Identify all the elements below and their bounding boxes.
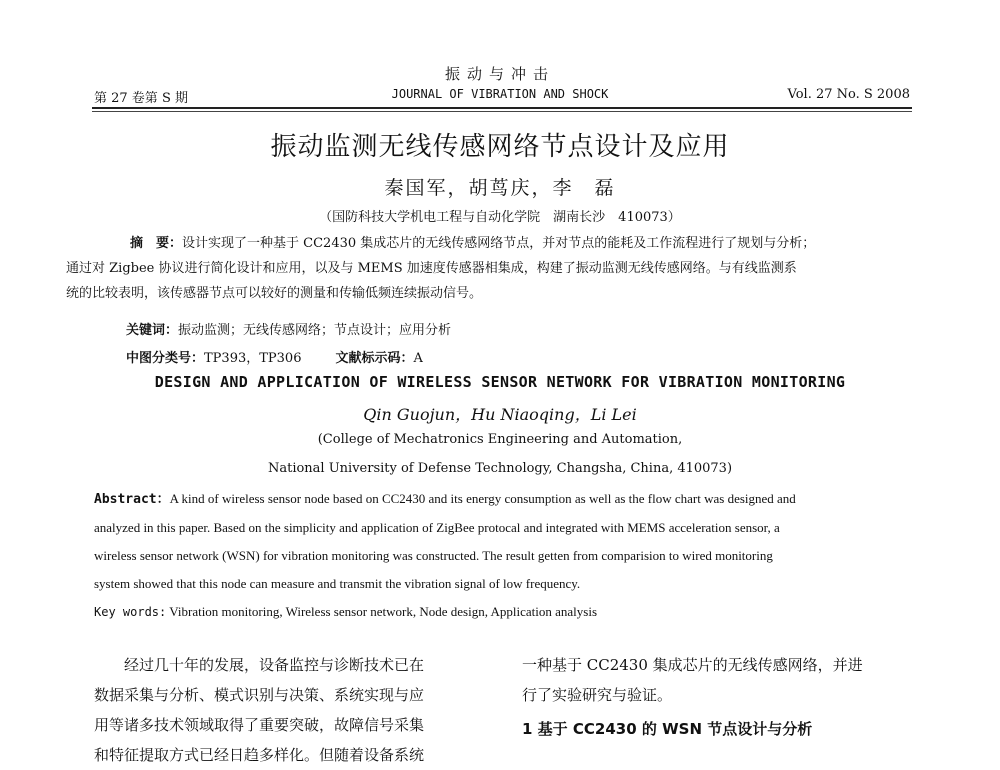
clc-value: TP393，TP306	[204, 351, 302, 366]
body-right-line-2: 行了实验研究与验证。	[522, 686, 673, 704]
body-left-line-1: 经过几十年的发展，设备监控与诊断技术已在	[94, 656, 425, 674]
abstract-en-sep: ：	[156, 492, 170, 507]
keywords-cn	[126, 319, 451, 338]
authors-cn: 秦国军，胡茑庆，李 磊	[384, 177, 616, 199]
keywords-en-text: Vibration monitoring, Wireless sensor network, Node design, Application analysis	[169, 604, 598, 619]
body-column-left	[94, 650, 494, 770]
abstract-en-text-1: A kind of wireless sensor node based on CC2430 and its energy consumption as well as the flow chart was designed and	[169, 491, 796, 506]
keywords-cn-text: 振动监测；无线传感网络；节点设计；应用分析	[178, 323, 452, 338]
doc-code-label: 文献标示码：	[335, 351, 414, 366]
body-column-right	[522, 650, 914, 710]
abstract-cn-line-2: 通过对 Zigbee 协议进行简化设计和应用，以及与 MEMS 加速度传感器相集成，构建了振动监测无线传感网络。与有线监测系	[66, 261, 797, 276]
abstract-cn-label: 摘 要：	[130, 236, 183, 251]
keywords-en-label: Key words:	[94, 605, 167, 619]
classification	[126, 347, 423, 366]
body-right-line-1: 一种基于 CC2430 集成芯片的无线传感网络，并进	[522, 656, 863, 674]
header-rule-thin	[92, 111, 912, 112]
body-left-line-2: 数据采集与分析、模式识别与决策、系统实现与应	[94, 686, 425, 704]
authors-en: Qin Guojun，Hu Niaoqing，Li Lei	[363, 405, 637, 424]
abstract-en-label: Abstract	[94, 492, 157, 507]
keywords-cn-label: 关键词：	[126, 323, 179, 338]
clc-label: 中图分类号：	[126, 351, 205, 366]
affiliation-en-line-2: National University of Defense Technology, Changsha, China, 410073)	[267, 461, 733, 476]
paper-title-en: DESIGN AND APPLICATION OF WIRELESS SENSOR NETWORK FOR VIBRATION MONITORING	[154, 373, 846, 391]
doc-code-value: A	[413, 351, 423, 366]
abstract-cn-text-1: 设计实现了一种基于 CC2430 集成芯片的无线传感网络节点，并对节点的能耗及工作流程进行了规划与分析；	[182, 236, 816, 251]
abstract-cn-line-1	[66, 231, 911, 256]
abstract-en-line-2: analyzed in this paper. Based on the simplicity and application of ZigBee protocal and integrated with MEMS acceleration sensor, a	[94, 520, 780, 535]
abstract-cn-line-3: 统的比较表明，该传感器节点可以较好的测量和传输低频连续振动信号。	[66, 286, 483, 301]
journal-name-cn: 振动与冲击	[444, 65, 555, 83]
section-heading-1: 1 基于 CC2430 的 WSN 节点设计与分析	[522, 720, 813, 738]
body-left-line-4: 和特征提取方式已经日趋多样化。但随着设备系统	[94, 746, 425, 764]
affiliation-en-line-1: (College of Mechatronics Engineering and Automation,	[317, 432, 683, 447]
body-left-line-3: 用等诸多技术领域取得了重要突破，故障信号采集	[94, 716, 425, 734]
volume-label-en: Vol. 27 No. S 2008	[787, 87, 910, 102]
abstract-en-line-4: system showed that this node can measure and transmit the vibration signal of low frequency.	[94, 576, 581, 591]
keywords-en	[94, 598, 912, 626]
abstract-en-line-1	[94, 485, 912, 514]
affiliation-cn: （国防科技大学机电工程与自动化学院 湖南长沙 410073）	[319, 210, 681, 225]
paper-title-cn: 振动监测无线传感网络节点设计及应用	[270, 132, 730, 162]
abstract-en-line-3: wireless sensor network (WSN) for vibration monitoring was constructed. The result getten from comparision to wired monitoring	[94, 548, 773, 563]
journal-name-en: JOURNAL OF VIBRATION AND SHOCK	[391, 87, 609, 101]
header-rule-thick	[92, 107, 912, 109]
abstract-cn	[66, 231, 911, 306]
issue-label-cn: 第 27 卷第 S 期	[94, 91, 188, 106]
abstract-en	[94, 485, 912, 626]
